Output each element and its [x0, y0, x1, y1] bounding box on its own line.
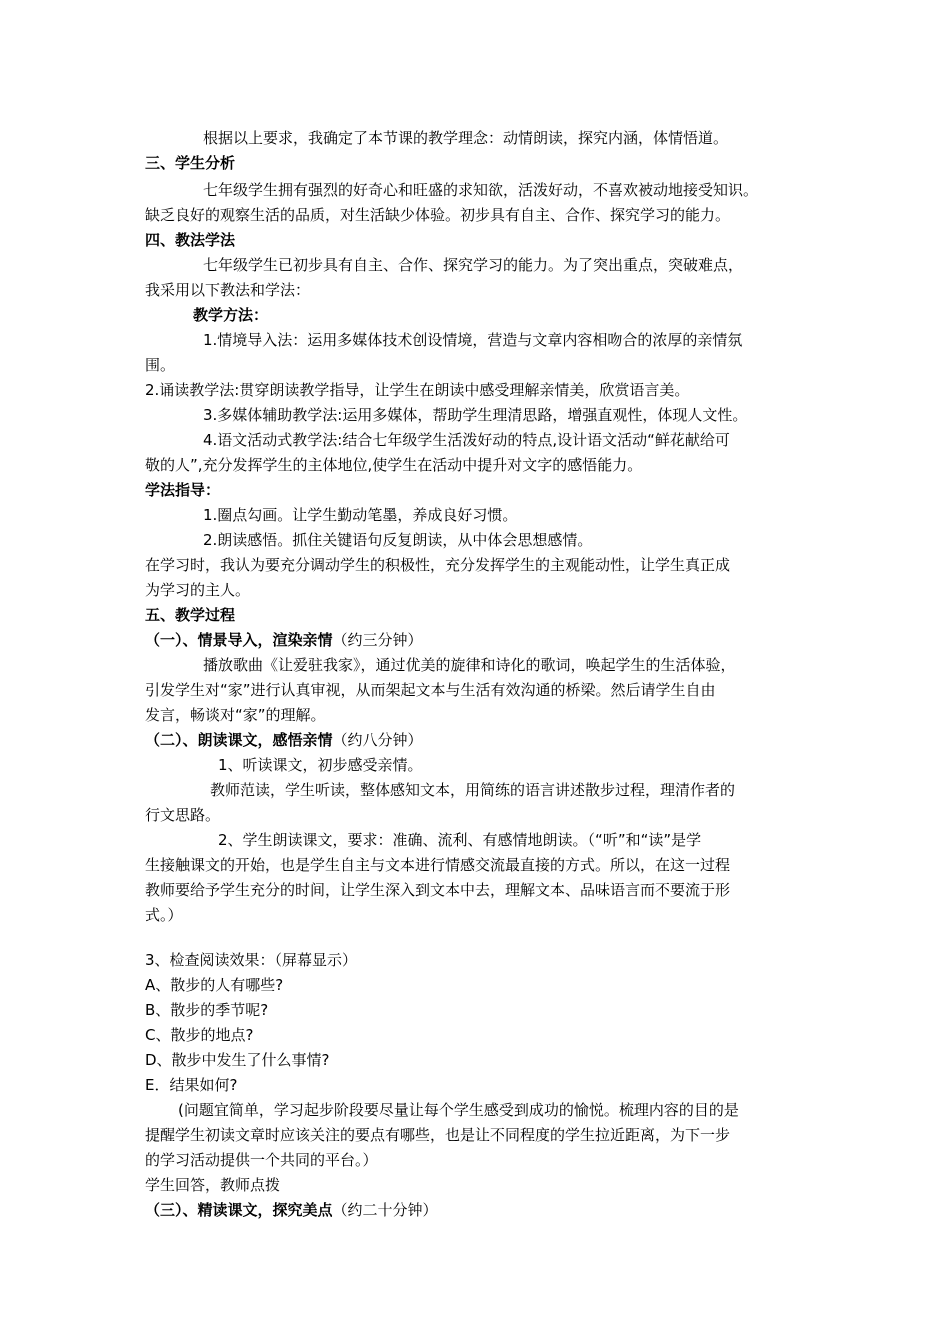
paragraph-text: 生接触课文的开始，也是学生自主与文本进行情感交流最直接的方式。所以，在这一过程	[145, 856, 731, 874]
list-item: 2.诵读教学法:贯穿朗读教学指导，让学生在朗读中感受理解亲情美，欣赏语言美。	[145, 381, 690, 399]
list-item: 围。	[145, 356, 176, 374]
paragraph-text: 播放歌曲《让爱驻我家》，通过优美的旋律和诗化的歌词，唤起学生的生活体验，	[203, 656, 736, 674]
list-item: A、散步的人有哪些?	[145, 976, 284, 994]
paragraph-text: 教师范读，学生听读，整体感知文本，用简练的语言讲述散步过程，理清作者的	[210, 781, 736, 799]
step-title: （一）、情景导入，渲染亲情	[145, 631, 333, 649]
paragraph-text: 七年级学生已初步具有自主、合作、探究学习的能力。为了突出重点，突破难点，	[203, 256, 744, 274]
paragraph-text: 在学习时，我认为要充分调动学生的积极性，充分发挥学生的主观能动性，让学生真正成	[145, 556, 731, 574]
list-item: 2.朗读感悟。抓住关键语句反复朗读，从中体会思想感情。	[203, 531, 593, 549]
list-item: 敬的人”,充分发挥学生的主体地位,使学生在活动中提升对文字的感悟能力。	[145, 456, 643, 474]
step-duration: （约三分钟）	[332, 631, 423, 649]
paragraph-text: 3、检查阅读效果：（屏幕显示）	[145, 951, 358, 969]
paragraph-text: 我采用以下教法和学法：	[145, 281, 311, 299]
paragraph-text: 学生回答，教师点拨	[145, 1176, 281, 1194]
list-item: E．结果如何?	[145, 1076, 238, 1094]
subsection-heading: 教学方法：	[193, 306, 269, 324]
section-heading: 三、学生分析	[145, 154, 236, 172]
step-heading	[145, 730, 423, 750]
paragraph-text: 根据以上要求，我确定了本节课的教学理念：动情朗读，探究内涵，体情悟道。	[203, 129, 729, 147]
subsection-heading: 学法指导：	[145, 481, 221, 499]
paragraph-text: 七年级学生拥有强烈的好奇心和旺盛的求知欲，活泼好动，不喜欢被动地接受知识。	[203, 181, 759, 199]
paragraph-text: 2、学生朗读课文，要求：准确、流利、有感情地朗读。（“听”和“读”是学	[218, 831, 702, 849]
paragraph-text: 缺乏良好的观察生活的品质，对生活缺少体验。初步具有自主、合作、探究学习的能力。	[145, 206, 731, 224]
list-item: C、散步的地点?	[145, 1026, 254, 1044]
paragraph-text: 教师要给予学生充分的时间，让学生深入到文本中去，理解文本、品味语言而不要流于形	[145, 881, 731, 899]
paragraph-text: 提醒学生初读文章时应该关注的要点有哪些，也是让不同程度的学生拉近距离，为下一步	[145, 1126, 731, 1144]
paragraph-text: 发言，畅谈对“家”的理解。	[145, 706, 326, 724]
paragraph-text: 1、听读课文，初步感受亲情。	[218, 756, 423, 774]
section-heading: 五、教学过程	[145, 606, 236, 624]
list-item: D、散步中发生了什么事情?	[145, 1051, 330, 1069]
paragraph-text: 行文思路。	[145, 806, 221, 824]
section-heading: 四、教法学法	[145, 231, 236, 249]
step-title: （二）、朗读课文，感悟亲情	[145, 731, 333, 749]
list-item: 1.情境导入法：运用多媒体技术创设情境，营造与文章内容相吻合的浓厚的亲情氛	[203, 331, 743, 349]
step-heading	[145, 1200, 438, 1220]
list-item: 4.语文活动式教学法:结合七年级学生活泼好动的特点,设计语文活动“鲜花献给可	[203, 431, 730, 449]
paragraph-text: 的学习活动提供一个共同的平台。）	[145, 1151, 378, 1169]
paragraph-text: 式。）	[145, 906, 183, 924]
paragraph-text: (问题宜简单，学习起步阶段要尽量让每个学生感受到成功的愉悦。梳理内容的目的是	[178, 1101, 739, 1119]
paragraph-text: 引发学生对“家”进行认真审视，从而架起文本与生活有效沟通的桥梁。然后请学生自由	[145, 681, 716, 699]
paragraph-text: 为学习的主人。	[145, 581, 251, 599]
list-item: B、散步的季节呢?	[145, 1001, 269, 1019]
step-duration: （约二十分钟）	[332, 1201, 438, 1219]
list-item: 1.圈点勾画。让学生勤动笔墨，养成良好习惯。	[203, 506, 518, 524]
step-duration: （约八分钟）	[332, 731, 423, 749]
step-heading	[145, 630, 423, 650]
list-item: 3.多媒体辅助教学法:运用多媒体，帮助学生理清思路，增强直观性，体现人文性。	[203, 406, 748, 424]
step-title: （三）、精读课文，探究美点	[145, 1201, 333, 1219]
